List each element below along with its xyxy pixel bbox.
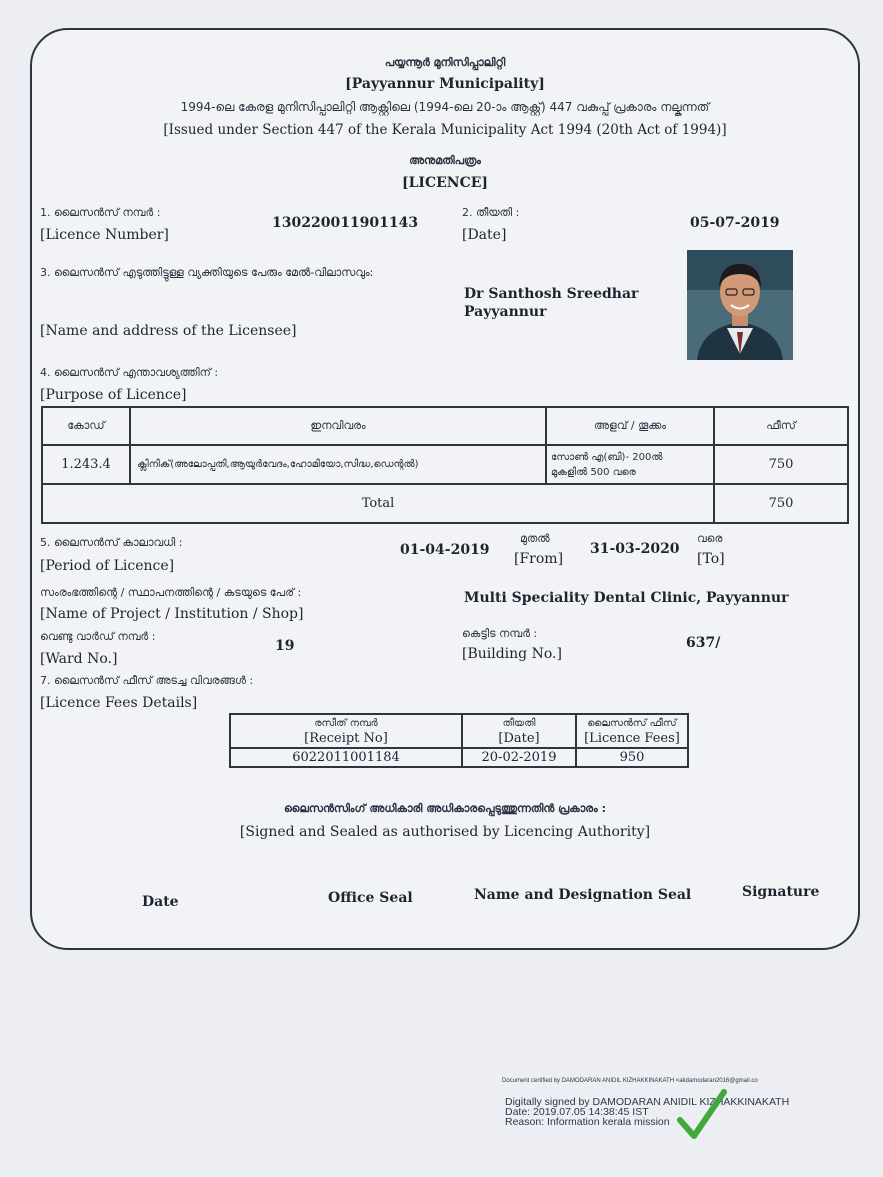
digital-signature-block (505, 1097, 789, 1127)
purpose-label-ml: 4. ലൈസൻസ് എന്താവശ്യത്തിന് : (40, 366, 219, 379)
period-from-label: [From] (514, 551, 564, 567)
signed-by: Digitally signed by DAMODARAN ANIDIL KIZHAKKINAKATH (505, 1096, 790, 1108)
building-label: [Building No.] (462, 646, 562, 662)
col-measure: അളവ് / തൂക്കം (546, 407, 714, 445)
person-portrait-icon (687, 250, 793, 360)
authority-ml: ലൈസൻസിംഗ് അധികാരി അധികാരപ്പെടുത്തുന്നതിൻ പ്രകാരം : (284, 802, 606, 815)
signed-reason: Reason: Information kerala mission (505, 1116, 670, 1128)
row-measure (546, 445, 714, 484)
project-label-ml: സംരംഭത്തിന്റെ / സ്ഥാപനത്തിന്റെ / കടയുടെ പേര് : (40, 586, 302, 599)
col-licence-fees (576, 714, 688, 748)
col-receipt-date-ml: തീയതി (502, 718, 536, 729)
municipality-title: [Payyannur Municipality] (345, 76, 545, 92)
col-licence-fees-en: [Licence Fees] (584, 731, 680, 746)
row-code: 1.243.4 (42, 445, 130, 484)
row-item: ക്ലിനിക്(അലോപ്പതി,ആയുർവേദം,ഹോമിയോ,സിദ്ധ,ഡെന്റൽ) (130, 445, 546, 484)
ward-value: 19 (275, 638, 295, 654)
period-to-ml: വരെ (697, 532, 723, 545)
receipt-date-value: 20-02-2019 (462, 748, 576, 767)
issued-under: [Issued under Section 447 of the Kerala Municipality Act 1994 (20th Act of 1994)] (163, 122, 727, 138)
licensee-label: [Name and address of the Licensee] (40, 323, 297, 339)
name-designation-seal-label: Name and Designation Seal (474, 887, 692, 903)
licence-number-value: 130220011901143 (272, 215, 419, 231)
purpose-table (41, 406, 849, 524)
period-label: [Period of Licence] (40, 558, 175, 574)
date-label-ml: 2. തീയതി : (462, 206, 520, 219)
licensee-photo (687, 250, 793, 360)
col-receipt-no-en: [Receipt No] (304, 731, 388, 746)
purpose-label: [Purpose of Licence] (40, 387, 187, 403)
ward-label: [Ward No.] (40, 651, 118, 667)
date-value: 05-07-2019 (690, 215, 780, 231)
col-receipt-date-en: [Date] (498, 731, 540, 746)
licensee-place: Payyannur (464, 304, 547, 320)
licensee-name: Dr Santhosh Sreedhar (464, 286, 639, 302)
building-label-ml: കെട്ടിട നമ്പർ : (462, 627, 538, 640)
sig-date-label: Date (142, 894, 179, 910)
period-from-ml: മുതൽ (520, 532, 550, 545)
total-label: Total (42, 484, 714, 523)
total-value: 750 (714, 484, 848, 523)
project-value: Multi Speciality Dental Clinic, Payyannur (464, 590, 789, 606)
purpose-table-header (42, 407, 848, 445)
licence-number-label: [Licence Number] (40, 227, 169, 243)
project-label: [Name of Project / Institution / Shop] (40, 606, 304, 622)
col-receipt-date (462, 714, 576, 748)
receipt-table-header (230, 714, 688, 748)
licence-heading-ml: അനുമതിപത്രം (409, 154, 481, 167)
licence-heading: [LICENCE] (401, 175, 489, 191)
col-fee: ഫീസ് (714, 407, 848, 445)
row-fee: 750 (714, 445, 848, 484)
signed-date: Date: 2019.07.05 14:38:45 IST (505, 1106, 649, 1118)
period-from-value: 01-04-2019 (400, 542, 490, 558)
table-row (42, 445, 848, 484)
period-to-label: [To] (697, 551, 725, 567)
table-row (230, 748, 688, 767)
col-receipt-no-ml: രസീത് നമ്പർ (314, 718, 378, 729)
col-receipt-no (230, 714, 462, 748)
row-measure-line2: മുകളിൽ 500 വരെ (551, 466, 636, 478)
office-seal-label: Office Seal (328, 890, 413, 906)
building-value: 637/ (686, 635, 721, 651)
authority-statement: [Signed and Sealed as authorised by Licencing Authority] (239, 824, 651, 840)
period-to-value: 31-03-2020 (590, 541, 680, 557)
licensee-label-ml: 3. ലൈസൻസ് എടുത്തിട്ടുള്ള വ്യക്തിയുടെ പേരും മേൽ-വിലാസവും: (40, 266, 374, 279)
ward-label-ml: വെണ്ടു വാർഡ് നമ്പർ : (40, 630, 156, 643)
col-licence-fees-ml: ലൈസൻസ് ഫീസ് (587, 718, 677, 729)
date-label: [Date] (462, 227, 507, 243)
col-code: കോഡ് (42, 407, 130, 445)
fees-label-ml: 7. ലൈസൻസ് ഫീസ് അടച്ച വിവരങ്ങൾ : (40, 674, 254, 687)
check-mark-icon (676, 1086, 728, 1144)
fees-label: [Licence Fees Details] (40, 695, 198, 711)
total-row (42, 484, 848, 523)
certified-note: Document certified by DAMODARAN ANIDIL KIZHAKKINAKATH <akdamodaran2016@gmail.co (502, 1078, 758, 1084)
period-label-ml: 5. ലൈസൻസ് കാലാവധി : (40, 536, 183, 549)
row-measure-line1: സോൺ എ(ബി)- 200ൽ (551, 451, 663, 463)
licence-document (30, 28, 860, 950)
receipt-no-value: 6022011001184 (230, 748, 462, 767)
municipality-title-ml: പയ്യന്നൂർ മുനിസിപ്പാലിറ്റി (384, 56, 506, 69)
col-item: ഇനവിവരം (130, 407, 546, 445)
licence-number-label-ml: 1. ലൈസൻസ് നമ്പർ : (40, 206, 161, 219)
signature-label: Signature (742, 884, 820, 900)
issued-under-ml: 1994-ലെ കേരള മുനിസിപ്പാലിറ്റി ആക്റ്റിലെ (1994-ലെ 20-ാം ആക്റ്റ്) 447 വകുപ്പ് പ്രകാരം നല്കുന്നത് (180, 100, 710, 114)
receipt-fee-value: 950 (576, 748, 688, 767)
receipt-table (229, 713, 689, 768)
